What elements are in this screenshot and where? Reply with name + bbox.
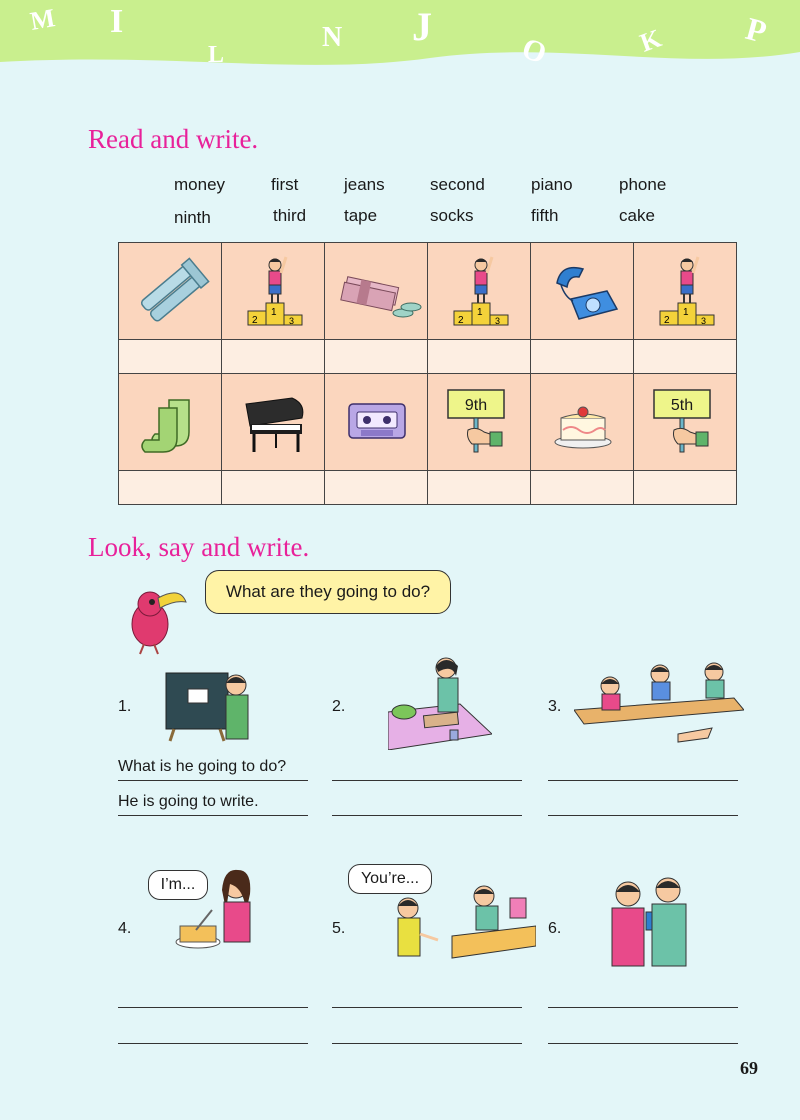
answer-cell[interactable] — [222, 471, 325, 505]
answer-line[interactable] — [332, 815, 522, 816]
podium-first-icon — [222, 243, 324, 339]
phone-icon — [531, 243, 633, 339]
banner-letter: L — [208, 42, 225, 68]
svg-text:2: 2 — [664, 315, 670, 326]
sign-5th-icon — [634, 374, 736, 470]
answer-cell[interactable] — [428, 471, 531, 505]
woman-cooking-illustration — [388, 654, 492, 750]
picture-word-grid — [118, 242, 737, 505]
banner-letter: K — [636, 23, 666, 58]
item-number: 5. — [332, 920, 346, 937]
item-number: 4. — [118, 920, 132, 937]
item-number: 1. — [118, 698, 132, 715]
word-bank-item: fifth — [531, 206, 559, 225]
svg-text:2: 2 — [458, 315, 464, 326]
girl-pointing-at-boy-illustration — [386, 882, 536, 982]
word-bank-item: first — [271, 175, 299, 194]
word-bank-item: piano — [531, 175, 573, 194]
boy-writing-on-board-illustration — [160, 665, 252, 743]
grid-cell-sign-9th — [428, 374, 531, 471]
answer-line[interactable] — [332, 1007, 522, 1008]
sign-label: 9th — [464, 397, 488, 414]
socks-icon — [119, 374, 221, 470]
banner-letter: N — [322, 22, 343, 53]
answer-cell[interactable] — [531, 340, 634, 374]
speech-text: You’re... — [360, 870, 420, 887]
grid-cell-socks — [119, 374, 222, 471]
svg-text:2: 2 — [252, 315, 258, 326]
grid-cell-podium — [222, 243, 325, 340]
answer-line[interactable] — [548, 1007, 738, 1008]
tape-icon — [325, 374, 427, 470]
cake-icon — [531, 374, 633, 470]
word-bank-item: third — [273, 206, 307, 225]
speech-text: I’m... — [160, 876, 196, 893]
sign-9th-icon — [428, 374, 530, 470]
answer-line[interactable] — [118, 815, 308, 816]
jeans-icon — [119, 243, 221, 339]
svg-text:3: 3 — [495, 316, 501, 326]
svg-text:3: 3 — [701, 316, 707, 326]
word-bank-item: socks — [430, 206, 474, 225]
read-and-write-heading: Read and write. — [88, 124, 259, 154]
piano-icon — [222, 374, 324, 470]
answer-cell[interactable] — [634, 340, 737, 374]
svg-text:1: 1 — [271, 307, 277, 318]
answer-cell[interactable] — [119, 340, 222, 374]
money-icon — [325, 243, 427, 339]
answer-line[interactable] — [548, 815, 738, 816]
grid-cell-sign-5th — [634, 374, 737, 471]
picture-row — [119, 374, 737, 471]
svg-text:3: 3 — [289, 316, 295, 326]
grid-cell-money — [325, 243, 428, 340]
answer-row — [119, 471, 737, 505]
bird-question: What are they going to do? — [225, 582, 431, 601]
word-bank-item: cake — [619, 206, 655, 225]
grid-cell-phone — [531, 243, 634, 340]
example-question: What is he going to do? — [118, 758, 287, 775]
word-bank-item: jeans — [344, 175, 385, 194]
answer-cell[interactable] — [325, 340, 428, 374]
look-say-write-heading: Look, say and write. — [88, 532, 310, 562]
answer-line[interactable] — [548, 780, 738, 781]
two-boys-talking-illustration — [602, 872, 698, 968]
podium-first-icon — [428, 243, 530, 339]
grid-cell-podium — [634, 243, 737, 340]
banner-letter: I — [110, 3, 124, 40]
girl-cutting-cake-illustration — [174, 864, 266, 960]
example-answer: He is going to write. — [118, 793, 259, 810]
word-bank-item: tape — [344, 206, 378, 225]
item-number: 6. — [548, 920, 562, 937]
banner-letter: P — [742, 9, 771, 50]
answer-cell[interactable] — [119, 471, 222, 505]
svg-text:1: 1 — [683, 307, 689, 318]
word-bank-item: money — [174, 175, 226, 194]
svg-text:1: 1 — [477, 307, 483, 318]
answer-cell[interactable] — [531, 471, 634, 505]
answer-line[interactable] — [332, 1043, 522, 1044]
answer-row — [119, 340, 737, 374]
item-number: 3. — [548, 698, 562, 715]
item-number: 2. — [332, 698, 346, 715]
answer-cell[interactable] — [325, 471, 428, 505]
grid-cell-jeans — [119, 243, 222, 340]
word-bank-item: ninth — [174, 208, 211, 227]
grid-cell-piano — [222, 374, 325, 471]
answer-cell[interactable] — [222, 340, 325, 374]
grid-cell-podium — [428, 243, 531, 340]
page-number: 69 — [740, 1058, 758, 1078]
answer-line[interactable] — [548, 1043, 738, 1044]
word-bank-item: second — [430, 175, 485, 194]
banner-letter: O — [517, 31, 551, 71]
banner-letter: J — [412, 4, 432, 49]
answer-cell[interactable] — [634, 471, 737, 505]
podium-first-icon — [634, 243, 736, 339]
banner-letter: M — [28, 3, 58, 36]
bird-speech-bubble — [205, 570, 451, 614]
toucan-illustration — [114, 578, 194, 658]
answer-cell[interactable] — [428, 340, 531, 374]
answer-line[interactable] — [118, 1007, 308, 1008]
answer-line[interactable] — [118, 780, 308, 781]
answer-line[interactable] — [332, 780, 522, 781]
picture-row — [119, 243, 737, 340]
sign-label: 5th — [670, 397, 694, 414]
grid-cell-tape — [325, 374, 428, 471]
children-at-desks-illustration — [574, 658, 744, 750]
letter-banner — [0, 0, 800, 80]
grid-cell-cake — [531, 374, 634, 471]
answer-line[interactable] — [118, 1043, 308, 1044]
word-bank-item: phone — [619, 175, 667, 194]
